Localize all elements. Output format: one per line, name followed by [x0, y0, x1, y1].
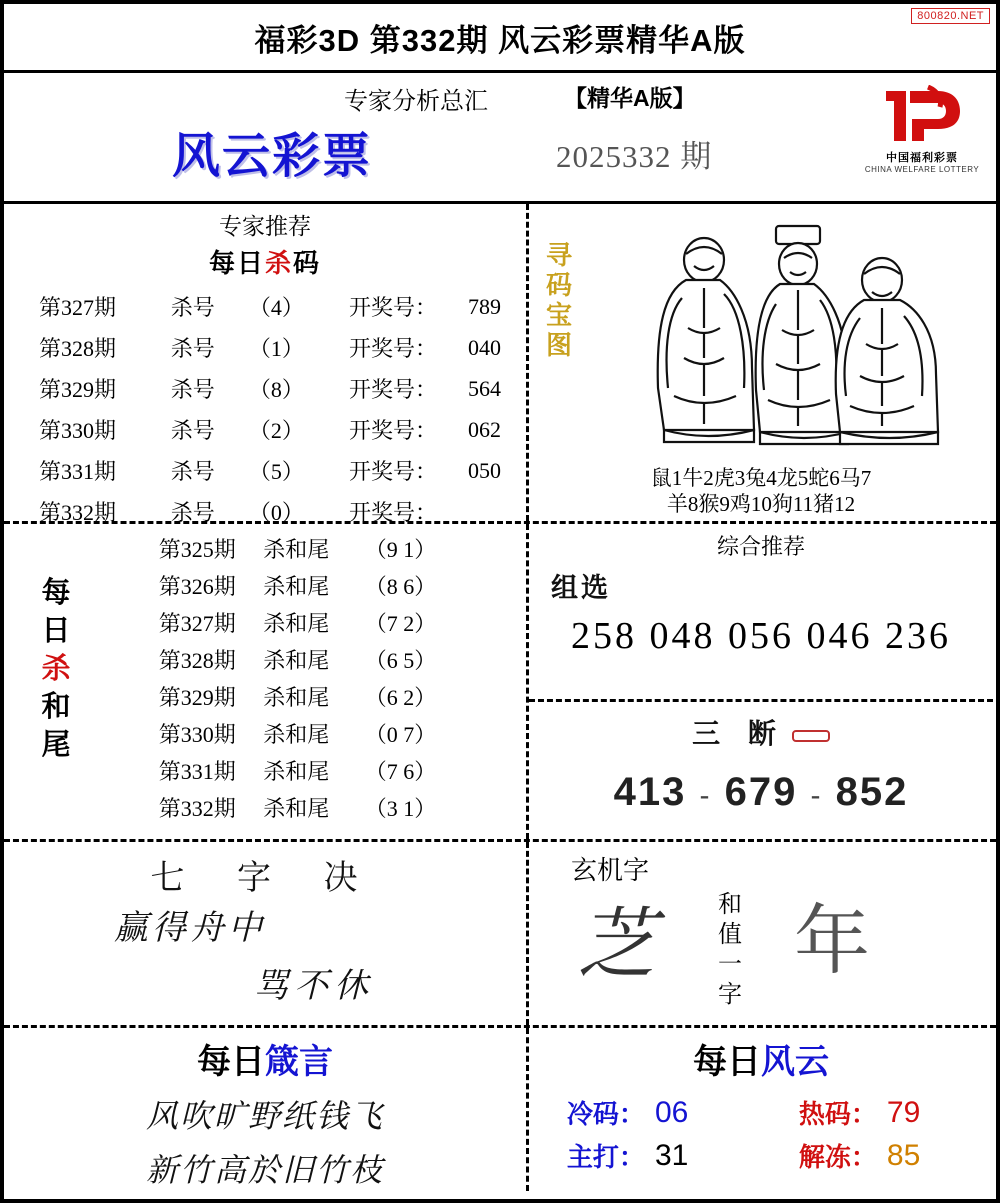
- xuanjizi-side-char: 年: [794, 900, 870, 984]
- row-open-label: 开奖号：: [349, 459, 438, 484]
- row-kill-value: （1）: [248, 336, 304, 361]
- fengyun-heading-part2: 风云: [761, 1043, 829, 1081]
- table-row: [529, 1134, 993, 1177]
- row-seven-char: [4, 842, 996, 1028]
- row-issue: 第330期: [39, 418, 117, 443]
- row-value: （3 1）: [364, 796, 437, 821]
- table-row: [4, 752, 526, 789]
- brand-name: 风云彩票: [172, 130, 373, 183]
- fengyun-table: [529, 1091, 993, 1177]
- row-kill-tail: [4, 524, 996, 842]
- motto-line-2: 新竹高於旧竹枝: [145, 1152, 384, 1188]
- motto-line-1: 风吹旷野纸钱飞: [145, 1098, 384, 1134]
- welfare-lottery-logo: [862, 85, 982, 174]
- zodiac-line-1: 鼠1牛2虎3兔4龙5蛇6马7: [650, 466, 872, 490]
- fengyun-value-thaw: 85: [886, 1138, 921, 1172]
- vtext-char: 寻: [545, 240, 572, 270]
- fengyun-key-main: 主打：: [566, 1142, 645, 1172]
- row-open-label: 开奖号：: [349, 418, 438, 443]
- comprehensive-panel: [529, 530, 993, 702]
- sanduan-group-2: 679: [724, 770, 798, 814]
- comprehensive-title: 综合推荐: [716, 534, 805, 559]
- sanduan-separator: -: [699, 779, 712, 812]
- header-edition-badge: 【精华A版】: [564, 85, 696, 111]
- row-label: 杀和尾: [263, 796, 330, 821]
- row-label: 杀和尾: [263, 759, 330, 784]
- row-kill-label: 杀号: [170, 377, 215, 402]
- sanduan-title: [529, 712, 993, 752]
- row-issue: 第328期: [39, 336, 117, 361]
- fengyun-value-cold: 06: [654, 1095, 689, 1129]
- table-row: [4, 530, 526, 567]
- table-row: [4, 327, 526, 368]
- vtag-char-kill: 杀: [41, 653, 71, 685]
- poster-body: [4, 204, 996, 1199]
- kill-tail-vertical-tag: [30, 574, 82, 764]
- row-label: 杀和尾: [263, 574, 330, 599]
- kill-tail-panel: [4, 524, 529, 839]
- comprehensive-subtitle: 组选: [551, 573, 611, 603]
- row-kill-value: （5）: [248, 459, 304, 484]
- site-watermark: 800820.NET: [911, 8, 990, 24]
- row-open-label: 开奖号：: [349, 500, 438, 525]
- page-title-bar: [4, 4, 996, 73]
- side-label-char: 值: [718, 922, 742, 948]
- treasure-map-vertical-text: [545, 240, 573, 360]
- motto-heading-part2: 箴言: [265, 1043, 333, 1081]
- poster-header: [4, 73, 996, 204]
- row-value: （9 1）: [364, 537, 437, 562]
- page-title: 福彩3D 第332期 风云彩票精华A版: [254, 22, 746, 58]
- row-label: 杀和尾: [263, 722, 330, 747]
- side-label-char: 和: [718, 892, 742, 918]
- daily-fengyun-panel: [529, 1028, 993, 1191]
- xuanjizi-panel: [529, 842, 993, 1025]
- table-row: [4, 715, 526, 752]
- issue-number: 2025332 期: [556, 139, 713, 174]
- vtext-char: 图: [545, 330, 572, 360]
- row-issue: 第325期: [158, 537, 236, 562]
- right-column-row2: [529, 524, 993, 839]
- table-row: [4, 567, 526, 604]
- row-kill-value: （8）: [248, 377, 304, 402]
- row-value: （7 2）: [364, 611, 437, 636]
- lottery-logo-icon: [880, 85, 964, 147]
- row-kill-code: [4, 204, 996, 524]
- row-open-value: 040: [468, 334, 502, 360]
- row-open-label: 开奖号：: [349, 377, 438, 402]
- row-kill-label: 杀号: [170, 418, 215, 443]
- vtag-char: 日: [41, 615, 71, 647]
- kill-code-subtitle-kill: 杀: [264, 248, 293, 278]
- fengyun-key-thaw: 解冻：: [798, 1142, 877, 1172]
- table-row: [4, 409, 526, 450]
- table-row: [4, 450, 526, 491]
- motto-heading: [4, 1034, 526, 1083]
- logo-cn-name: 中国福利彩票: [886, 152, 958, 164]
- vtag-char: 和: [41, 691, 71, 723]
- row-kill-label: 杀号: [170, 459, 215, 484]
- row-open-value: 564: [468, 375, 502, 401]
- xuanjizi-big-char: 芝: [577, 901, 656, 988]
- table-row: [4, 604, 526, 641]
- kill-code-panel: [4, 204, 529, 525]
- kill-code-subtitle-part2: 码: [293, 248, 322, 278]
- fengyun-heading-part1: 每日: [693, 1043, 761, 1081]
- row-issue: 第328期: [158, 648, 236, 673]
- table-row: [4, 368, 526, 409]
- row-issue: 第329期: [158, 685, 236, 710]
- table-row: [4, 641, 526, 678]
- kill-code-title: 专家推荐: [219, 214, 311, 239]
- fengyun-value-main: 31: [654, 1138, 689, 1172]
- sanduan-groups: [529, 770, 993, 815]
- vtext-char: 码: [545, 270, 572, 300]
- zodiac-line-2: 羊8猴9鸡10狗11猪12: [666, 492, 856, 516]
- table-row: [4, 678, 526, 715]
- row-issue: 第332期: [158, 796, 236, 821]
- row-issue: 第327期: [39, 295, 117, 320]
- comprehensive-numbers: 258 048 056 046 236: [571, 615, 951, 657]
- kill-code-subtitle-part1: 每日: [208, 248, 265, 278]
- row-value: （7 6）: [364, 759, 437, 784]
- row-kill-value: （0）: [248, 500, 304, 525]
- row-kill-label: 杀号: [170, 295, 215, 320]
- vtext-char: 宝: [545, 300, 572, 330]
- row-value: （6 5）: [364, 648, 437, 673]
- fengyun-key-cold: 冷码：: [566, 1099, 645, 1129]
- table-row: [4, 286, 526, 327]
- seven-char-title: 七 字 决: [150, 860, 380, 897]
- row-open-label: 开奖号：: [349, 336, 438, 361]
- row-label: 杀和尾: [263, 611, 330, 636]
- row-issue: 第332期: [39, 500, 117, 525]
- row-open-value: 050: [468, 457, 502, 483]
- sanduan-group-1: 413: [613, 770, 687, 814]
- kill-code-subtitle: [4, 243, 526, 280]
- row-value: （0 7）: [364, 722, 437, 747]
- motto-heading-part1: 每日: [197, 1043, 265, 1081]
- row-label: 杀和尾: [263, 685, 330, 710]
- row-issue: 第329期: [39, 377, 117, 402]
- treasure-map-panel: [529, 204, 993, 521]
- row-issue: 第330期: [158, 722, 236, 747]
- sanduan-panel: [529, 712, 993, 858]
- seven-char-panel: [4, 842, 529, 1025]
- side-label-char: 一: [718, 952, 742, 978]
- sanduan-group-3: 852: [835, 770, 909, 814]
- row-open-value: 062: [468, 416, 502, 442]
- row-kill-label: 杀号: [170, 336, 215, 361]
- row-value: （8 6）: [364, 574, 437, 599]
- row-issue: 第326期: [158, 574, 236, 599]
- row-kill-value: （4）: [248, 295, 304, 320]
- row-label: 杀和尾: [263, 537, 330, 562]
- table-row: [529, 1091, 993, 1134]
- row-value: （6 2）: [364, 685, 437, 710]
- sanduan-dash-icon: [792, 730, 830, 742]
- sanduan-title-text: 三 断: [692, 718, 786, 749]
- treasure-map-cell: [529, 204, 993, 521]
- kill-tail-table: [4, 530, 526, 826]
- xuanjizi-title: 玄机字: [571, 856, 650, 885]
- row-kill-value: （2）: [248, 418, 304, 443]
- row-issue: 第331期: [39, 459, 117, 484]
- kill-code-table: [4, 286, 526, 532]
- vtag-char: 尾: [41, 729, 71, 761]
- motto-panel: [4, 1028, 529, 1191]
- seven-char-line-2: 骂不休: [254, 968, 374, 1005]
- seven-char-line-1: 赢得舟中: [114, 910, 266, 947]
- row-issue: 第331期: [158, 759, 236, 784]
- row-motto: [4, 1028, 996, 1191]
- row-kill-label: 杀号: [170, 500, 215, 525]
- row-open-value: 789: [468, 293, 502, 319]
- three-scholars-illustration: [624, 218, 974, 458]
- sanduan-separator: -: [810, 779, 823, 812]
- fengyun-key-hot: 热码：: [798, 1099, 877, 1129]
- row-open-label: 开奖号：: [349, 295, 438, 320]
- xuanjizi-side-label: [717, 890, 743, 1010]
- zodiac-legend: [529, 465, 993, 517]
- vtag-char: 每: [41, 577, 71, 609]
- side-label-char: 字: [718, 982, 742, 1008]
- table-row: [4, 789, 526, 826]
- fengyun-value-hot: 79: [886, 1095, 921, 1129]
- logo-en-name: CHINA WELFARE LOTTERY: [864, 165, 980, 174]
- row-issue: 第327期: [158, 611, 236, 636]
- header-subtitle: 专家分析总汇: [344, 89, 488, 115]
- fengyun-heading: [529, 1034, 993, 1083]
- row-label: 杀和尾: [263, 648, 330, 673]
